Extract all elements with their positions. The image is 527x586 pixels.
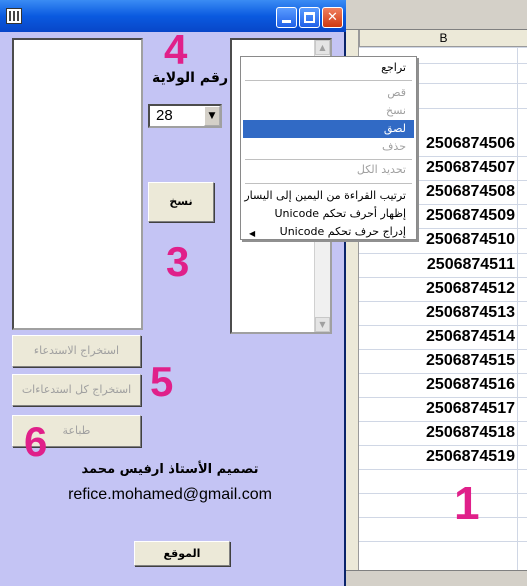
submenu-arrow-icon: ◀ [249, 229, 256, 238]
sheet-bottom-bar [345, 570, 527, 586]
cell[interactable]: 2506874517 [426, 400, 515, 417]
gridline [359, 397, 527, 398]
menu-separator [245, 80, 412, 81]
cell[interactable]: 2506874509 [426, 207, 515, 224]
gridline [359, 421, 527, 422]
website-button[interactable]: الموقع [134, 541, 230, 566]
cell[interactable]: 2506874510 [426, 231, 515, 248]
menu-item-paste[interactable]: لصق [243, 120, 414, 138]
maximize-button[interactable] [299, 7, 320, 28]
annotation-number-5: 5 [150, 358, 174, 405]
designer-email: refice.mohamed@gmail.com [68, 486, 272, 503]
state-number-value: 28 [156, 107, 173, 124]
designer-credit: تصميم الأستاذ ارفيس محمد [81, 462, 259, 477]
cell[interactable]: 2506874508 [426, 183, 515, 200]
gridline [359, 349, 527, 350]
chevron-down-icon[interactable]: ▼ [204, 106, 220, 126]
scroll-down-icon[interactable]: ▼ [315, 317, 330, 332]
app-icon[interactable] [6, 8, 22, 24]
annotation-number-4: 4 [164, 26, 188, 73]
gridline [359, 493, 527, 494]
column-header-b[interactable]: B [359, 30, 527, 47]
menu-item-insert-unicode[interactable]: إدراج حرف تحكم Unicode [279, 225, 406, 238]
menu-item-show-unicode[interactable]: إظهار أحرف تحكم Unicode [274, 207, 406, 220]
menu-item-rtl-reading[interactable]: ترتيب القراءة من اليمين إلى اليسار [244, 189, 406, 202]
close-icon: ✕ [327, 10, 338, 25]
gridline [359, 253, 527, 254]
column-divider [517, 47, 518, 586]
gridline [359, 541, 527, 542]
cell[interactable]: 2506874507 [426, 159, 515, 176]
state-number-combobox[interactable] [148, 104, 222, 128]
annotation-number-1: 1 [454, 477, 480, 529]
gridline [359, 469, 527, 470]
gridline [359, 47, 527, 48]
gridline [359, 445, 527, 446]
context-menu [240, 56, 417, 240]
spreadsheet-toolbar-area [345, 0, 527, 30]
gridline [359, 277, 527, 278]
print-button[interactable]: طباعة [12, 415, 141, 447]
cell[interactable]: 2506874516 [426, 376, 515, 393]
minimize-icon [282, 20, 291, 23]
results-listbox[interactable] [12, 38, 143, 330]
cell[interactable]: 2506874518 [426, 424, 515, 441]
menu-item-undo[interactable]: تراجع [381, 61, 406, 74]
close-button[interactable] [322, 7, 343, 28]
cell[interactable]: 2506874515 [426, 352, 515, 369]
gridline [359, 517, 527, 518]
minimize-button[interactable] [276, 7, 297, 28]
cell[interactable]: 2506874511 [426, 256, 515, 273]
extract-all-button[interactable]: استخراج كل استدعاءات [12, 374, 141, 406]
scroll-up-icon[interactable]: ▲ [315, 40, 330, 55]
menu-item-cut[interactable]: قص [387, 86, 406, 99]
extract-button[interactable]: استخراج الاستدعاء [12, 335, 141, 367]
cell[interactable]: 2506874512 [426, 280, 515, 297]
gridline [359, 301, 527, 302]
cell[interactable]: 2506874506 [426, 135, 515, 152]
cell[interactable]: 2506874519 [426, 448, 515, 465]
annotation-number-3: 3 [166, 238, 190, 285]
state-number-label: رقم الولاية [151, 70, 229, 86]
menu-separator [245, 159, 412, 160]
menu-item-copy[interactable]: نسخ [386, 104, 406, 117]
gridline [359, 373, 527, 374]
menu-item-delete[interactable]: حذف [382, 140, 406, 153]
cell[interactable]: 2506874514 [426, 328, 515, 345]
cell[interactable]: 2506874513 [426, 304, 515, 321]
menu-item-select-all[interactable]: تحديد الكل [356, 163, 406, 176]
copy-button[interactable]: نسخ [148, 182, 214, 222]
menu-separator [245, 183, 412, 184]
annotation-number-6: 6 [24, 418, 48, 465]
maximize-icon [304, 12, 315, 23]
gridline [359, 325, 527, 326]
